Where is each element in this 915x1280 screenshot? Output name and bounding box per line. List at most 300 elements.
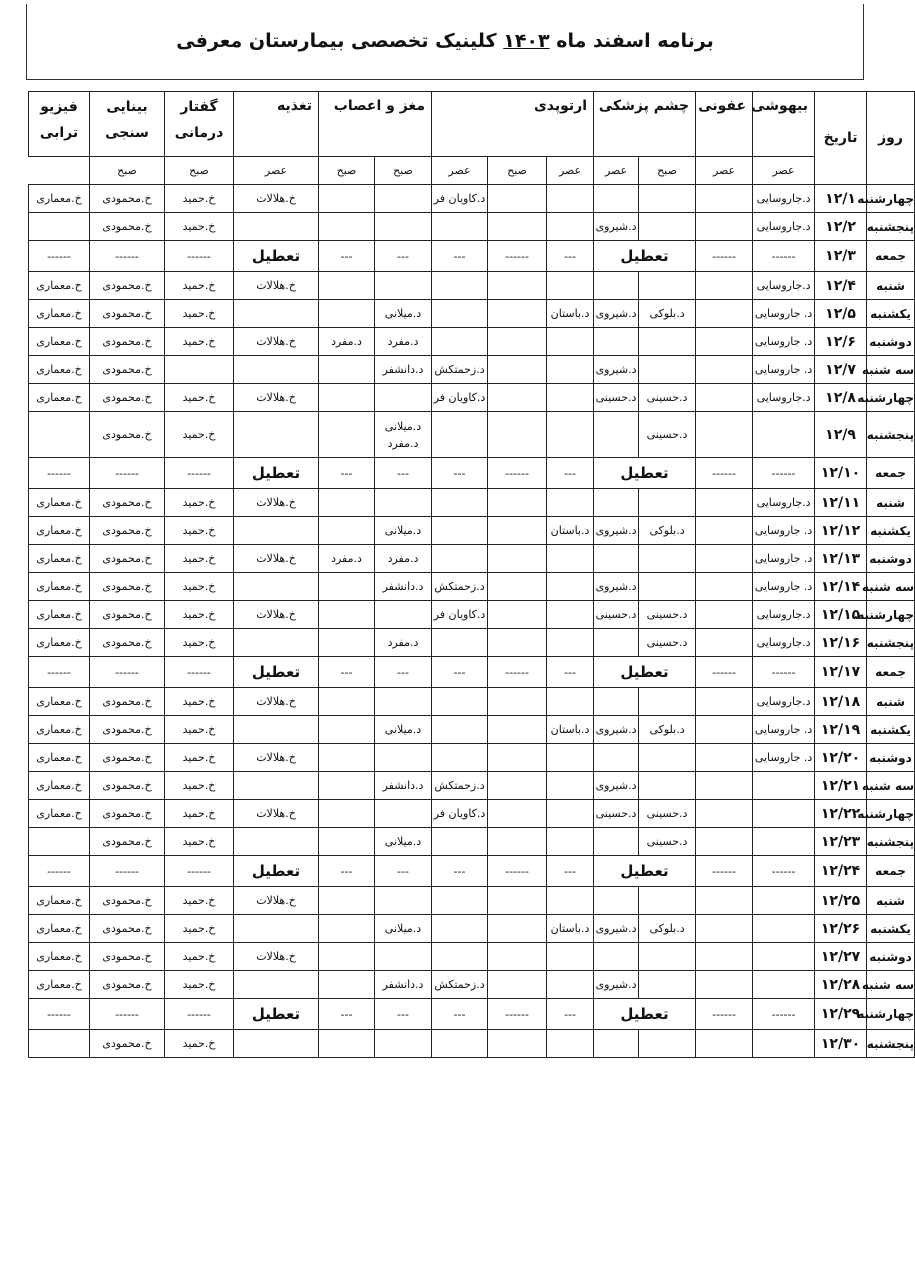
schedule-cell: د.مفرد xyxy=(375,545,432,573)
schedule-cell xyxy=(594,412,639,458)
schedule-cell xyxy=(319,517,375,545)
schedule-cell xyxy=(488,328,547,356)
schedule-cell xyxy=(547,971,594,999)
day-cell: پنجشنبه xyxy=(867,412,915,458)
schedule-cell xyxy=(432,744,488,772)
date-cell: ۱۲/۶ xyxy=(815,328,867,356)
schedule-cell xyxy=(488,272,547,300)
schedule-cell: خ.معماری xyxy=(29,800,90,828)
dash-cell: ------ xyxy=(696,999,753,1030)
title-frame xyxy=(26,4,864,80)
table-row xyxy=(29,489,915,517)
schedule-cell: خ.حمید xyxy=(165,688,234,716)
schedule-cell xyxy=(753,915,815,943)
table-row xyxy=(29,744,915,772)
schedule-cell xyxy=(319,716,375,744)
day-cell: یکشنبه xyxy=(867,300,915,328)
day-cell: چهارشنبه xyxy=(867,800,915,828)
schedule-cell xyxy=(696,545,753,573)
schedule-cell xyxy=(594,744,639,772)
schedule-cell: د.جاروسایی xyxy=(753,185,815,213)
schedule-cell: خ.حمید xyxy=(165,272,234,300)
schedule-cell xyxy=(639,185,696,213)
table-row xyxy=(29,800,915,828)
schedule-cell: د.شیروی xyxy=(594,915,639,943)
schedule-cell: خ.محمودی xyxy=(90,887,165,915)
schedule-cell xyxy=(432,943,488,971)
schedule-cell xyxy=(639,272,696,300)
date-cell: ۱۲/۱۳ xyxy=(815,545,867,573)
dash-cell: --- xyxy=(432,241,488,272)
dash-cell: --- xyxy=(375,856,432,887)
schedule-cell xyxy=(639,887,696,915)
schedule-cell xyxy=(696,744,753,772)
schedule-cell: د. جاروسایی xyxy=(753,517,815,545)
holiday-label: تعطیل xyxy=(594,458,696,489)
schedule-cell: د.جاروسایی xyxy=(753,384,815,412)
schedule-cell: د.زحمتکش xyxy=(432,573,488,601)
schedule-cell: خ.هلالات xyxy=(234,384,319,412)
schedule-cell xyxy=(488,545,547,573)
dash-cell: ------ xyxy=(488,241,547,272)
schedule-cell xyxy=(753,412,815,458)
header-day: روز xyxy=(867,92,915,185)
schedule-cell xyxy=(488,915,547,943)
schedule-cell xyxy=(488,629,547,657)
schedule-cell: د.حسینی xyxy=(639,629,696,657)
table-row xyxy=(29,601,915,629)
schedule-cell: د.جاروسایی xyxy=(753,272,815,300)
dash-cell: ------ xyxy=(29,241,90,272)
day-cell: چهارشنبه xyxy=(867,185,915,213)
day-cell: دوشنبه xyxy=(867,328,915,356)
schedule-cell: د.باستان xyxy=(547,517,594,545)
dash-cell: ------ xyxy=(29,856,90,887)
schedule-cell xyxy=(696,688,753,716)
schedule-cell: خ.هلالات xyxy=(234,887,319,915)
schedule-cell: د. جاروسایی xyxy=(753,545,815,573)
schedule-cell: د.جاروسایی xyxy=(753,213,815,241)
schedule-cell xyxy=(696,716,753,744)
dash-cell: --- xyxy=(319,458,375,489)
shift-label: عصر xyxy=(753,157,815,185)
schedule-cell xyxy=(547,943,594,971)
date-cell: ۱۲/۱۴ xyxy=(815,573,867,601)
schedule-cell: خ.معماری xyxy=(29,384,90,412)
schedule-cell xyxy=(696,629,753,657)
dash-cell: ------ xyxy=(90,856,165,887)
schedule-cell xyxy=(696,915,753,943)
schedule-cell: خ.محمودی xyxy=(90,356,165,384)
schedule-cell: د.بلوکی xyxy=(639,517,696,545)
schedule-cell xyxy=(432,828,488,856)
schedule-cell xyxy=(547,1030,594,1058)
schedule-cell xyxy=(488,744,547,772)
schedule-cell: د.زحمتکش xyxy=(432,356,488,384)
schedule-cell xyxy=(639,356,696,384)
table-row xyxy=(29,657,915,688)
schedule-cell: خ.حمید xyxy=(165,800,234,828)
header-infectious: عفونی xyxy=(696,92,753,157)
schedule-cell: د.حسینی xyxy=(594,384,639,412)
dash-cell: --- xyxy=(375,657,432,688)
schedule-cell: د.مفرد xyxy=(375,629,432,657)
schedule-cell xyxy=(696,573,753,601)
schedule-cell xyxy=(488,573,547,601)
schedule-cell xyxy=(234,300,319,328)
dash-cell: ------ xyxy=(488,856,547,887)
schedule-cell xyxy=(639,545,696,573)
shift-label: عصر xyxy=(432,157,488,185)
schedule-cell xyxy=(547,601,594,629)
dash-cell: ------ xyxy=(90,999,165,1030)
schedule-cell xyxy=(594,828,639,856)
schedule-cell: خ.حمید xyxy=(165,517,234,545)
schedule-cell xyxy=(319,971,375,999)
schedule-cell: خ.محمودی xyxy=(90,943,165,971)
table-row xyxy=(29,1030,915,1058)
schedule-cell: د.میلانی xyxy=(375,915,432,943)
schedule-cell: خ.معماری xyxy=(29,629,90,657)
dash-cell: --- xyxy=(319,856,375,887)
holiday-label: تعطیل xyxy=(234,856,319,887)
dash-cell: ------ xyxy=(696,856,753,887)
schedule-cell xyxy=(432,545,488,573)
dash-cell: ------ xyxy=(165,657,234,688)
table-row xyxy=(29,716,915,744)
schedule-cell: د.مفرد xyxy=(375,328,432,356)
schedule-cell: خ.محمودی xyxy=(90,629,165,657)
schedule-cell xyxy=(488,601,547,629)
date-cell: ۱۲/۲۳ xyxy=(815,828,867,856)
schedule-cell xyxy=(639,943,696,971)
schedule-cell: د.کاویان فر xyxy=(432,800,488,828)
schedule-cell xyxy=(488,716,547,744)
schedule-cell xyxy=(594,1030,639,1058)
schedule-cell xyxy=(488,971,547,999)
schedule-cell: خ.محمودی xyxy=(90,744,165,772)
holiday-label: تعطیل xyxy=(234,999,319,1030)
schedule-cell xyxy=(547,272,594,300)
schedule-cell xyxy=(234,573,319,601)
date-cell: ۱۲/۲۱ xyxy=(815,772,867,800)
dash-cell: --- xyxy=(547,856,594,887)
schedule-cell xyxy=(639,1030,696,1058)
schedule-cell xyxy=(165,356,234,384)
header-anesthesia: بیهوشی xyxy=(753,92,815,157)
date-cell: ۱۲/۱۲ xyxy=(815,517,867,545)
schedule-cell xyxy=(29,213,90,241)
date-cell: ۱۲/۱ xyxy=(815,185,867,213)
date-cell: ۱۲/۲۴ xyxy=(815,856,867,887)
schedule-cell xyxy=(234,213,319,241)
schedule-cell: د.مفرد xyxy=(319,328,375,356)
schedule-cell xyxy=(547,573,594,601)
schedule-cell xyxy=(753,943,815,971)
date-cell: ۱۲/۱۶ xyxy=(815,629,867,657)
schedule-cell xyxy=(29,828,90,856)
dash-cell: ------ xyxy=(29,458,90,489)
schedule-cell: د.کاویان فر xyxy=(432,384,488,412)
schedule-cell: خ.هلالات xyxy=(234,272,319,300)
schedule-cell xyxy=(753,1030,815,1058)
schedule-entry: د.میلانی xyxy=(384,419,422,433)
dash-cell: --- xyxy=(319,657,375,688)
schedule-cell xyxy=(319,185,375,213)
day-cell: شنبه xyxy=(867,489,915,517)
schedule-cell: خ.حمید xyxy=(165,887,234,915)
schedule-cell: خ.حمید xyxy=(165,629,234,657)
date-cell: ۱۲/۳ xyxy=(815,241,867,272)
schedule-cell: د. جاروسایی xyxy=(753,744,815,772)
schedule-cell xyxy=(547,887,594,915)
schedule-cell: د.حسینی xyxy=(639,384,696,412)
schedule-cell xyxy=(488,887,547,915)
schedule-cell: خ.محمودی xyxy=(90,573,165,601)
schedule-cell xyxy=(696,185,753,213)
schedule-cell: خ.هلالات xyxy=(234,744,319,772)
day-cell: جمعه xyxy=(867,657,915,688)
schedule-cell xyxy=(639,489,696,517)
schedule-cell xyxy=(432,489,488,517)
schedule-cell: خ.محمودی xyxy=(90,384,165,412)
dash-cell: ------ xyxy=(753,657,815,688)
schedule-cell xyxy=(696,213,753,241)
schedule-cell xyxy=(319,800,375,828)
schedule-cell: خ.حمید xyxy=(165,489,234,517)
date-cell: ۱۲/۲۶ xyxy=(815,915,867,943)
schedule-cell: خ.معماری xyxy=(29,356,90,384)
schedule-cell xyxy=(375,412,432,458)
schedule-cell xyxy=(594,629,639,657)
holiday-label: تعطیل xyxy=(594,241,696,272)
schedule-cell: خ.محمودی xyxy=(90,915,165,943)
schedule-cell: د.حسینی xyxy=(639,828,696,856)
holiday-label: تعطیل xyxy=(234,657,319,688)
schedule-cell xyxy=(594,545,639,573)
schedule-cell: خ.محمودی xyxy=(90,213,165,241)
date-cell: ۱۲/۸ xyxy=(815,384,867,412)
dash-cell: ------ xyxy=(488,999,547,1030)
day-cell: جمعه xyxy=(867,856,915,887)
schedule-cell: خ.هلالات xyxy=(234,328,319,356)
schedule-cell: د.شیروی xyxy=(594,772,639,800)
dash-cell: --- xyxy=(547,999,594,1030)
dash-cell: ------ xyxy=(29,657,90,688)
schedule-cell xyxy=(432,213,488,241)
header-speech: گفتار درمانی xyxy=(165,92,234,157)
schedule-cell: خ.محمودی xyxy=(90,545,165,573)
schedule-cell: د. جاروسایی xyxy=(753,300,815,328)
schedule-cell xyxy=(639,328,696,356)
dash-cell: --- xyxy=(547,241,594,272)
date-cell: ۱۲/۱۹ xyxy=(815,716,867,744)
schedule-cell xyxy=(696,1030,753,1058)
schedule-cell: خ.معماری xyxy=(29,300,90,328)
day-cell: سه شنبه xyxy=(867,356,915,384)
schedule-cell: خ.محمودی xyxy=(90,828,165,856)
schedule-cell: خ.حمید xyxy=(165,716,234,744)
schedule-cell xyxy=(319,688,375,716)
schedule-cell: د.مفرد xyxy=(319,545,375,573)
schedule-cell xyxy=(234,772,319,800)
dash-cell: ------ xyxy=(753,856,815,887)
table-row xyxy=(29,517,915,545)
schedule-cell: د.حسینی xyxy=(594,601,639,629)
date-cell: ۱۲/۲۹ xyxy=(815,999,867,1030)
schedule-cell xyxy=(488,688,547,716)
dash-cell: ------ xyxy=(696,458,753,489)
dash-cell: --- xyxy=(319,999,375,1030)
day-cell: پنجشنبه xyxy=(867,213,915,241)
date-cell: ۱۲/۲۸ xyxy=(815,971,867,999)
schedule-cell: خ.محمودی xyxy=(90,517,165,545)
schedule-cell: د.میلانی xyxy=(375,517,432,545)
table-row xyxy=(29,241,915,272)
schedule-cell xyxy=(696,272,753,300)
schedule-cell xyxy=(319,828,375,856)
schedule-cell: خ.حمید xyxy=(165,328,234,356)
schedule-cell: د.کاویان فر xyxy=(432,601,488,629)
schedule-cell xyxy=(375,887,432,915)
schedule-cell xyxy=(488,356,547,384)
header-nutrition: تغذیه xyxy=(234,92,319,157)
table-row xyxy=(29,943,915,971)
schedule-cell xyxy=(488,517,547,545)
date-cell: ۱۲/۴ xyxy=(815,272,867,300)
table-row xyxy=(29,629,915,657)
dash-cell: --- xyxy=(432,999,488,1030)
schedule-cell xyxy=(432,629,488,657)
schedule-cell xyxy=(375,943,432,971)
date-cell: ۱۲/۵ xyxy=(815,300,867,328)
schedule-cell: خ.حمید xyxy=(165,828,234,856)
schedule-cell: خ.حمید xyxy=(165,744,234,772)
schedule-cell xyxy=(594,272,639,300)
day-cell: شنبه xyxy=(867,688,915,716)
schedule-cell xyxy=(319,356,375,384)
schedule-cell xyxy=(234,412,319,458)
schedule-cell xyxy=(234,915,319,943)
schedule-cell xyxy=(234,629,319,657)
schedule-cell xyxy=(488,300,547,328)
schedule-cell: د.کاویان فر xyxy=(432,185,488,213)
schedule-cell: خ.محمودی xyxy=(90,185,165,213)
holiday-label: تعطیل xyxy=(594,657,696,688)
schedule-cell xyxy=(375,688,432,716)
day-cell: یکشنبه xyxy=(867,915,915,943)
schedule-cell: خ.هلالات xyxy=(234,545,319,573)
schedule-cell xyxy=(696,384,753,412)
schedule-cell xyxy=(488,828,547,856)
schedule-cell: خ.محمودی xyxy=(90,772,165,800)
schedule-cell: خ.حمید xyxy=(165,772,234,800)
dash-cell: ------ xyxy=(90,241,165,272)
day-cell: یکشنبه xyxy=(867,716,915,744)
schedule-cell xyxy=(547,688,594,716)
schedule-cell xyxy=(375,213,432,241)
schedule-cell: د.حسینی xyxy=(594,800,639,828)
schedule-cell: خ.هلالات xyxy=(234,800,319,828)
schedule-cell xyxy=(319,412,375,458)
table-row xyxy=(29,915,915,943)
schedule-cell xyxy=(375,272,432,300)
table-row xyxy=(29,185,915,213)
schedule-cell: د.میلانی xyxy=(375,716,432,744)
schedule-cell xyxy=(696,943,753,971)
schedule-cell xyxy=(488,384,547,412)
table-row xyxy=(29,328,915,356)
schedule-cell: خ.معماری xyxy=(29,971,90,999)
date-cell: ۱۲/۱۷ xyxy=(815,657,867,688)
title-year: ۱۴۰۳ xyxy=(503,30,550,52)
dash-cell: ------ xyxy=(696,241,753,272)
schedule-cell xyxy=(639,744,696,772)
table-row xyxy=(29,356,915,384)
date-cell: ۱۲/۱۱ xyxy=(815,489,867,517)
schedule-cell xyxy=(375,1030,432,1058)
schedule-cell: د.شیروی xyxy=(594,971,639,999)
schedule-cell xyxy=(547,384,594,412)
schedule-cell xyxy=(547,800,594,828)
schedule-cell xyxy=(696,356,753,384)
schedule-cell xyxy=(234,517,319,545)
schedule-cell: خ.معماری xyxy=(29,573,90,601)
schedule-cell: د.بلوکی xyxy=(639,915,696,943)
shift-label: صبح xyxy=(488,157,547,185)
schedule-cell: خ.محمودی xyxy=(90,688,165,716)
day-cell: پنجشنبه xyxy=(867,629,915,657)
schedule-cell xyxy=(234,716,319,744)
schedule-cell xyxy=(547,328,594,356)
schedule-cell xyxy=(234,356,319,384)
schedule-cell xyxy=(319,300,375,328)
schedule-cell: خ.محمودی xyxy=(90,328,165,356)
schedule-cell: د. جاروسایی xyxy=(753,716,815,744)
dash-cell: ------ xyxy=(753,241,815,272)
schedule-cell xyxy=(488,412,547,458)
schedule-cell: د.جاروسایی xyxy=(753,629,815,657)
table-row xyxy=(29,573,915,601)
schedule-cell: د.میلانی xyxy=(375,300,432,328)
schedule-cell xyxy=(319,744,375,772)
schedule-cell xyxy=(319,1030,375,1058)
schedule-cell xyxy=(696,971,753,999)
schedule-cell: د. جاروسایی xyxy=(753,573,815,601)
schedule-cell xyxy=(319,915,375,943)
table-row xyxy=(29,971,915,999)
header-date: تاریخ xyxy=(815,92,867,185)
schedule-cell xyxy=(594,943,639,971)
schedule-cell xyxy=(696,517,753,545)
schedule-cell: خ.حمید xyxy=(165,412,234,458)
schedule-cell xyxy=(432,300,488,328)
schedule-cell: د.زحمتکش xyxy=(432,971,488,999)
table-row xyxy=(29,828,915,856)
shift-label: عصر xyxy=(594,157,639,185)
schedule-cell: خ.حمید xyxy=(165,545,234,573)
schedule-cell: خ.هلالات xyxy=(234,489,319,517)
dash-cell: ------ xyxy=(753,999,815,1030)
header-neurology: مغز و اعصاب xyxy=(319,92,432,157)
schedule-cell: د.جاروسایی xyxy=(753,489,815,517)
schedule-cell: خ.معماری xyxy=(29,517,90,545)
schedule-cell xyxy=(753,887,815,915)
schedule-cell: د.باستان xyxy=(547,915,594,943)
schedule-cell xyxy=(319,384,375,412)
schedule-cell: د. جاروسایی xyxy=(753,328,815,356)
schedule-cell xyxy=(375,800,432,828)
